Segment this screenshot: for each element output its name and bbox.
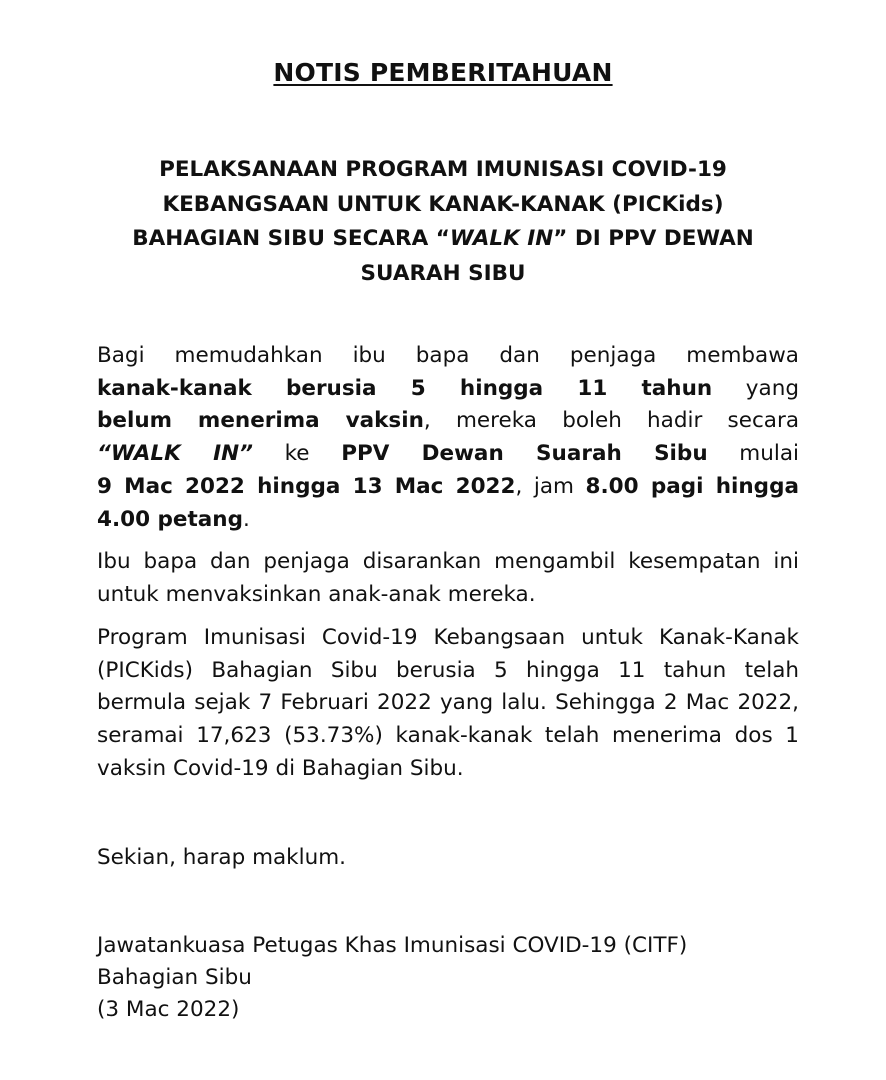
signature-organization: Jawatankuasa Petugas Khas Imunisasi COVID-19 (CITF)	[97, 933, 688, 958]
subject-line-3	[60, 222, 826, 257]
signature-date: (3 Mac 2022)	[97, 997, 240, 1022]
closing-text: Sekian, harap maklum.	[97, 845, 347, 870]
subject-line-3-end: ” DI PPV DEWAN	[553, 226, 754, 251]
unvaccinated-text: belum menerima vaksin	[97, 408, 424, 434]
paragraph-1-line-2-rest: yang	[745, 375, 799, 401]
paragraph-1-line-2	[97, 373, 799, 406]
paragraph-walk-in-info	[97, 340, 799, 536]
subject-walk-in: WALK IN	[449, 226, 554, 251]
paragraph-1-line-1: Bagi memudahkan ibu bapa dan penjaga membawa	[97, 343, 799, 368]
paragraph-1-line-5	[97, 471, 799, 504]
subject-line-1: PELAKSANAAN PROGRAM IMUNISASI COVID-19	[159, 157, 727, 182]
paragraph-1-line-3-rest: , mereka boleh hadir secara	[423, 408, 799, 434]
subject-line-3-start: BAHAGIAN SIBU SECARA “	[132, 226, 450, 251]
paragraph-encouragement	[97, 546, 799, 611]
notice-title: NOTIS PEMBERITAHUAN	[273, 58, 613, 87]
paragraph-3-line-1: Program Imunisasi Covid-19 Kebangsaan untuk Kanak-Kanak	[97, 625, 799, 650]
paragraph-2-line-2: untuk menvaksinkan anak-anak mereka.	[97, 581, 536, 607]
paragraph-2-line-1: Ibu bapa dan penjaga disarankan mengambil kesempatan ini	[97, 549, 799, 574]
paragraph-3-line-5: vaksin Covid-19 di Bahagian Sibu.	[97, 755, 464, 781]
signature-division: Bahagian Sibu	[97, 965, 252, 990]
subject-line-2: KEBANGSAAN UNTUK KANAK-KANAK (PICKids)	[162, 191, 724, 217]
paragraph-3-line-4: seramai 17,623 (53.73%) kanak-kanak telah menerima dos 1	[97, 723, 799, 749]
paragraph-1-line-3	[97, 405, 799, 438]
paragraph-1-line-5-jam: , jam	[515, 473, 574, 499]
paragraph-1-line-4-ke: ke	[284, 441, 310, 467]
subject-line-4: SUARAH SIBU	[360, 260, 526, 286]
signature-block	[97, 930, 687, 1026]
date-range-text: 9 Mac 2022 hingga 13 Mac 2022	[97, 473, 516, 499]
venue-text: PPV Dewan Suarah Sibu	[341, 441, 708, 467]
time-range-end-text: 4.00 petang	[97, 506, 243, 532]
paragraph-1-line-6-period: .	[243, 506, 250, 532]
paragraph-3-line-2: (PICKids) Bahagian Sibu berusia 5 hingga 11 tahun telah	[97, 657, 799, 683]
age-range-text: kanak-kanak berusia 5 hingga 11 tahun	[97, 375, 713, 401]
paragraph-1-line-4	[97, 438, 799, 471]
walk-in-text: “WALK IN”	[97, 441, 253, 467]
paragraph-1-line-6	[97, 504, 799, 537]
notice-subject	[60, 153, 826, 291]
paragraph-program-status	[97, 622, 799, 786]
paragraph-1-line-4-mulai: mulai	[739, 441, 799, 467]
paragraph-3-line-3: bermula sejak 7 Februari 2022 yang lalu. Sehingga 2 Mac 2022,	[97, 690, 799, 716]
time-range-start-text: 8.00 pagi hingga	[585, 473, 799, 499]
